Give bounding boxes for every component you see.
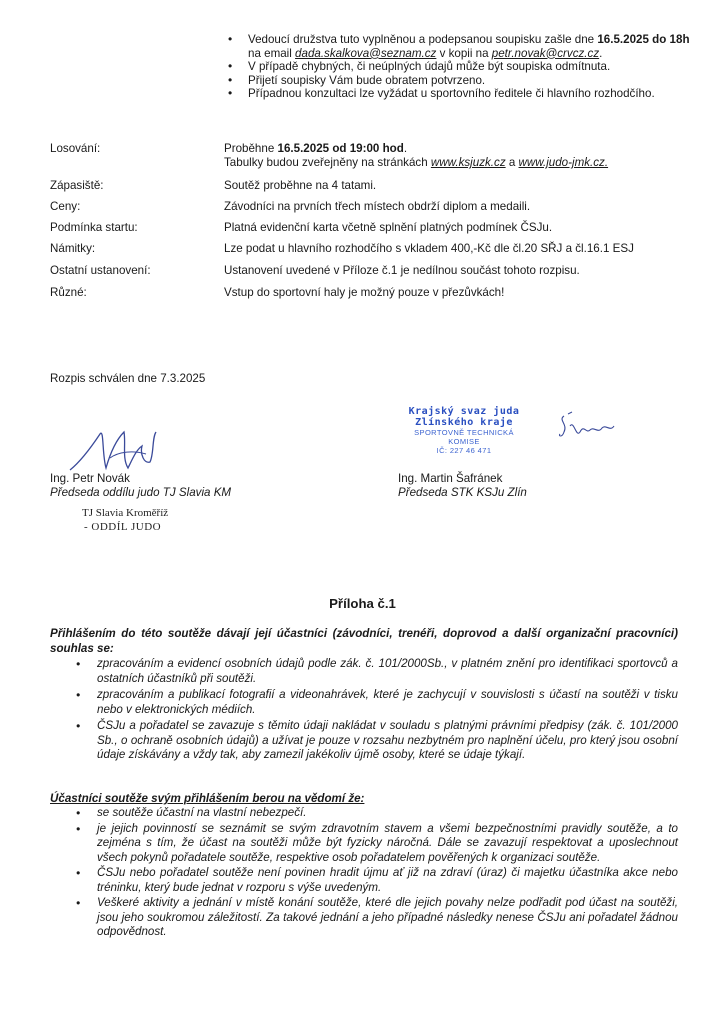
annex-title: Příloha č.1: [329, 596, 396, 611]
right-signer-role: Předseda STK KSJu Zlín: [398, 486, 527, 499]
zapasiste-value: Soutěž proběhne na 4 tatami.: [224, 179, 377, 192]
namitky-value: Lze podat u hlavního rozhodčího s vkladem 400,-Kč dle čl.20 SŘJ a čl.16.1 ESJ: [224, 242, 634, 255]
stamp-line1: Krajský svaz juda: [408, 406, 520, 417]
acknowledge-list: [50, 806, 678, 940]
ostatni-value: Ustanovení uvedené v Příloze č.1 je nedílnou součást tohoto rozpisu.: [224, 264, 580, 277]
annex-acknowledge-section: [50, 791, 678, 940]
stamp-line2: Zlínského kraje: [415, 417, 513, 428]
email-link-dada[interactable]: dada.skalkova@seznam.cz: [295, 46, 437, 60]
list-item: • V případě chybných, či neúplných údajů může být soupiska odmítnuta.: [224, 60, 694, 74]
list-item: • Přijetí soupisky Vám bude obratem potvrzeno.: [224, 74, 694, 88]
link-ksjuzk[interactable]: www.ksjuzk.cz: [430, 156, 506, 169]
namitky-label: Námitky:: [50, 242, 96, 255]
list-item: • ČSJu nebo pořadatel soutěže není povinen hradit újmu ať již na zdraví (úraz) či majetku účastníka akce nebo tréninku, který bude jednat v rozporu s výše uvedeným.: [50, 866, 678, 895]
list-item: • zpracováním a evidencí osobních údajů podle zák. č. 101/2000Sb., v platném znění pro identifikaci sportovců a ostatních účastníků při soutěži.: [50, 657, 678, 686]
annex-intro: Přihlášením do této soutěže dávají její účastníci (závodníci, trenéři, doprovod a další organizační pracovníci) souhlas se:: [50, 627, 678, 655]
consent-list: [50, 657, 678, 763]
ceny-value: Závodníci na prvních třech místech obdrží diplom a medaili.: [224, 200, 531, 213]
list-item: • se soutěže účastní na vlastní nebezpečí.: [50, 806, 678, 821]
link-judo-jmk[interactable]: www.judo-jmk.cz.: [518, 156, 609, 169]
approval-date: Rozpis schválen dne 7.3.2025: [50, 372, 206, 385]
ruzne-value: Vstup do sportovní haly je možný pouze v přezůvkách!: [224, 286, 505, 299]
ostatni-label: Ostatní ustanovení:: [50, 264, 151, 277]
annex-heading2: Účastníci soutěže svým přihlášením berou na vědomí že:: [50, 792, 365, 805]
club-stamp-line1: TJ Slavia Kroměříž: [82, 507, 169, 519]
right-signer-name: Ing. Martin Šafránek: [398, 472, 503, 485]
team-roster-instructions: [224, 33, 694, 101]
list-item: • Případnou konzultaci lze vyžádat u sportovního ředitele či hlavního rozhodčího.: [224, 87, 694, 101]
list-item: • ČSJu a pořadatel se zavazuje s těmito údaji nakládat v souladu s platnými právními předpisy (zák. č. 101/2000 Sb., o ochraně osobních údajů) a užívat je pouze v rozsahu nezbytném pro naplnění účelu, pro který jsou osobní údaje získávány a vždy tak, aby zamezil jakékoliv újmě osoby, které se údaje týkají.: [50, 719, 678, 763]
ceny-label: Ceny:: [50, 200, 81, 213]
zapasiste-label: Zápasiště:: [50, 179, 104, 192]
association-stamp: [398, 406, 530, 456]
club-stamp-line2: - ODDÍL JUDO: [84, 521, 162, 533]
left-signer-name: Ing. Petr Novák: [50, 472, 130, 485]
list-item: • zpracováním a publikací fotografií a videonahrávek, které je zachycují v souvislosti s účastí na soutěži v tisku nebo v elektronických médiích.: [50, 688, 678, 717]
annex-consent-section: [50, 626, 678, 763]
signature-left: [66, 424, 166, 476]
list-item: • Veškeré aktivity a jednání v místě konání soutěže, které dle jejich povahy nelze podřadit pod účast na soutěži, jsou jeho soukromou záležitostí. Za takové jednání a jeho případné následky nenese ČSJu ani pořadatel žádnou odpovědnost.: [50, 896, 678, 940]
list-item: • je jejich povinností se seznámit se svým zdravotním stavem a všemi bezpečnostními pravidly soutěže, a to zejména s tím, že účast na soutěži může být fyzicky náročná. Dále se zavazují respektovat a uposlechnout všech pokynů pořadatele soutěže, respektive osob pořadatelem pověřených k organizaci soutěže.: [50, 822, 678, 866]
list-item: • Vedoucí družstva tuto vyplněnou a podepsanou soupisku zašle dne 16.5.2025 do 18h na email dada.skalkova@seznam.cz v kopii na petr.novak@crvcz.cz.: [224, 33, 694, 60]
stamp-line4: IČ: 227 46 471: [436, 446, 492, 455]
stamp-line3: SPORTOVNĚ TECHNICKÁ KOMISE: [414, 428, 514, 446]
losovani-value: Proběhne 16.5.2025 od 19:00 hod. Tabulky budou zveřejněny na stránkách www.ksjuzk.cz a www.judo-jmk.cz.: [224, 142, 609, 169]
losovani-label: Losování:: [50, 142, 101, 155]
podminka-value: Platná evidenční karta včetně splnění platných podmínek ČSJu.: [224, 221, 553, 234]
ruzne-label: Různé:: [50, 286, 87, 299]
podminka-label: Podmínka startu:: [50, 221, 138, 234]
left-signer-role: Předseda oddílu judo TJ Slavia KM: [50, 486, 232, 499]
signature-right: [556, 410, 618, 446]
email-link-petr[interactable]: petr.novak@crvcz.cz: [491, 46, 600, 60]
